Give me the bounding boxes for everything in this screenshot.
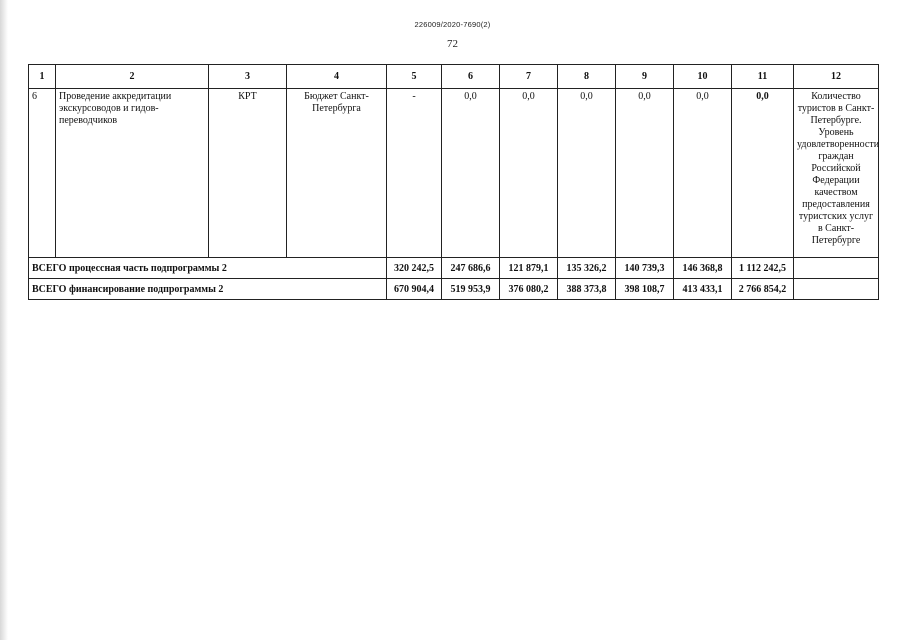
total-value: 376 080,2	[500, 279, 558, 300]
executor-cell: КРТ	[209, 89, 287, 258]
total-value: 135 326,2	[558, 258, 616, 279]
budget-table	[28, 64, 879, 300]
row-number-cell: 6	[29, 89, 56, 258]
value-cell-col9: 0,0	[616, 89, 674, 258]
value-cell-col6: 0,0	[442, 89, 500, 258]
total-value: 519 953,9	[442, 279, 500, 300]
total-value: 398 108,7	[616, 279, 674, 300]
total-label: ВСЕГО финансирование подпрограммы 2	[29, 279, 387, 300]
column-header: 7	[500, 65, 558, 89]
column-header: 9	[616, 65, 674, 89]
total-value: 140 739,3	[616, 258, 674, 279]
column-header: 8	[558, 65, 616, 89]
indicator-cell: Количество туристов в Санкт-Петербурге. Уровень удовлетворенности граждан Российской Федерации качеством предоставления туристских услуг в Санкт-Петербурге	[794, 89, 879, 258]
value-cell-col10: 0,0	[674, 89, 732, 258]
total-value: 388 373,8	[558, 279, 616, 300]
total-value: 2 766 854,2	[732, 279, 794, 300]
funding-source-cell: Бюджет Санкт-Петербурга	[287, 89, 387, 258]
total-value: 320 242,5	[387, 258, 442, 279]
empty-cell	[794, 279, 879, 300]
page-number: 72	[447, 38, 458, 50]
empty-cell	[794, 258, 879, 279]
scan-edge-shadow	[0, 0, 8, 640]
total-value: 670 904,4	[387, 279, 442, 300]
activity-name-cell: Проведение аккредитации экскурсоводов и гидов-переводчиков	[56, 89, 209, 258]
column-header: 3	[209, 65, 287, 89]
value-cell-col8: 0,0	[558, 89, 616, 258]
total-value: 146 368,8	[674, 258, 732, 279]
total-value: 247 686,6	[442, 258, 500, 279]
total-value: 121 879,1	[500, 258, 558, 279]
column-header: 10	[674, 65, 732, 89]
column-header: 5	[387, 65, 442, 89]
total-row-process	[29, 258, 879, 279]
column-header: 1	[29, 65, 56, 89]
column-header: 11	[732, 65, 794, 89]
table-header-row	[29, 65, 879, 89]
total-label: ВСЕГО процессная часть подпрограммы 2	[29, 258, 387, 279]
total-value: 1 112 242,5	[732, 258, 794, 279]
column-header: 6	[442, 65, 500, 89]
value-cell-col11: 0,0	[732, 89, 794, 258]
column-header: 2	[56, 65, 209, 89]
column-header: 4	[287, 65, 387, 89]
table-row	[29, 89, 879, 258]
document-registration-code: 226009/2020-7690(2)	[414, 20, 491, 29]
value-cell-col5: -	[387, 89, 442, 258]
column-header: 12	[794, 65, 879, 89]
total-value: 413 433,1	[674, 279, 732, 300]
total-row-financing	[29, 279, 879, 300]
value-cell-col7: 0,0	[500, 89, 558, 258]
